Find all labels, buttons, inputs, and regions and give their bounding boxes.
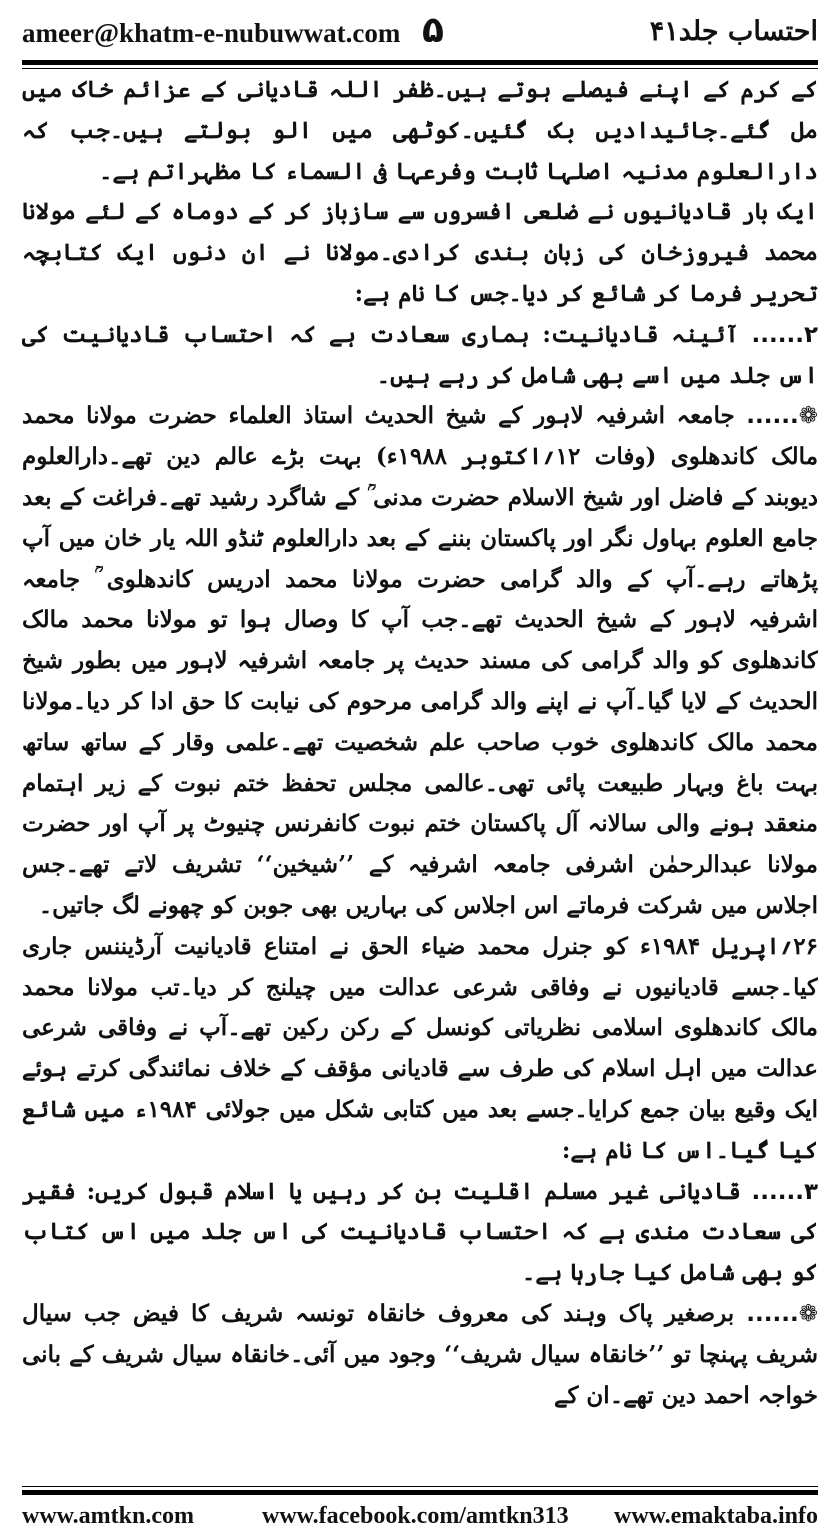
item-marker-3: ۳......: [751, 1178, 818, 1205]
flower-marker: ❁......: [746, 403, 818, 430]
paragraph-4: [22, 396, 818, 926]
page-number: ۵: [422, 10, 444, 51]
flower-marker: ❁......: [746, 1300, 818, 1327]
page-footer: [22, 1503, 818, 1535]
paragraph-6-text: قادیانی غیر مسلم اقلیت بن کر رہیں یا اسلام قبول کریں: فقیر کی سعادت مندی ہے کہ احتساب قادیانیت کی اس جلد میں اس کتاب کو بھی شامل کیا جارہا ہے۔: [22, 1177, 818, 1287]
paragraph-6: [22, 1172, 818, 1294]
paragraph-2: ایک بار قادیانیوں نے ضلعی افسروں سے سازباز کر کے دوماہ کے لئے مولانا محمد فیروزخان کی زبان بندی کرادی۔مولانا نے ان دنوں ایک کتابچہ تحریر فرما کر شائع کر دیا۔جس کا نام ہے:: [22, 198, 818, 307]
header-email: ameer@khatm-e-nubuwwat.com: [22, 18, 401, 48]
paragraph-7-text: برصغیر پاک وہند کی معروف خانقاہ تونسہ شریف کا فیض جب سیال شریف پہنچا تو ’’خانقاہ سیال شریف‘‘ وجود میں آئی۔خانقاہ سیال شریف کے بانی خواجہ احمد دین تھے۔ان کے: [22, 1299, 818, 1409]
paragraph-3-text: آئینہ قادیانیت: ہماری سعادت ہے کہ احتساب قادیانیت کی اس جلد میں اسے بھی شامل کر رہے ہیں۔: [22, 320, 818, 389]
book-title: احتساب جلد۴۱: [649, 16, 818, 47]
header-rule-thick: [22, 60, 818, 65]
paragraph-7: [22, 1294, 818, 1416]
header-rule-thin: [22, 68, 818, 69]
footer-link-emaktaba[interactable]: www.emaktaba.info: [613, 1503, 818, 1529]
paragraph-4-text: جامعہ اشرفیہ لاہور کے شیخ الحدیث استاذ العلماء حضرت مولانا محمد مالک کاندھلوی (وفات ۱۲؍اکتوبر ۱۹۸۸ء) بہت بڑے عالم دین تھے۔دارالعلوم دیوبند کے فاضل اور شیخ الاسلام حضرت مدنی ؒ کے شاگرد رشید تھے۔فراغت کے بعد جامع العلوم بہاول نگر اور پاکستان بننے کے بعد دارالعلوم ٹنڈو اللہ یار خان میں آپ پڑھاتے رہے۔آپ کے والد گرامی حضرت مولانا محمد ادریس کاندھلوی ؒ جامعہ اشرفیہ لاہور کے شیخ الحدیث تھے۔جب آپ کا وصال ہوا تو مولانا محمد مالک کاندھلوی کو والد گرامی کی مسند حدیث پر جامعہ اشرفیہ لاہور میں بطور شیخ الحدیث کے لایا گیا۔آپ نے اپنے والد گرامی مرحوم کی نیابت کا حق ادا کر دیا۔مولانا محمد مالک کاندھلوی خوب صاحب علم شخصیت تھے۔علمی وقار کے ساتھ ساتھ بہت باغ وبہار طبیعت پائی تھی۔عالمی مجلس تحفظ ختم نبوت کے زیر اہتمام منعقد ہونے والی سالانہ آل پاکستان ختم نبوت کانفرنس چنیوٹ پر آپ اور حضرت مولانا عبدالرحمٰن اشرفی جامعہ اشرفیہ کے ’’شیخین‘‘ تشریف لاتے تھے۔جس اجلاس میں شرکت فرماتے اس اجلاس کی بہاریں بھی جوبن کو چھونے لگ جاتیں۔: [22, 402, 818, 919]
footer-link-facebook[interactable]: www.facebook.com/amtkn313: [262, 1503, 569, 1529]
footer-link-amtkn[interactable]: www.amtkn.com: [22, 1503, 194, 1529]
body-text: [22, 70, 818, 1470]
item-marker-2: ۲......: [751, 321, 818, 348]
page-header: [22, 10, 818, 60]
paragraph-5: ۲۶؍اپریل ۱۹۸۴ء کو جنرل محمد ضیاء الحق نے امتناع قادیانیت آرڈیننس جاری کیا۔جسے قادیانیوں نے وفاقی شرعی عدالت میں چیلنج کر دیا۔تب مولانا محمد مالک کاندھلوی اسلامی نظریاتی کونسل کے رکن رکین تھے۔آپ نے وفاقی شرعی عدالت میں اہل اسلام کی طرف سے قادیانی مؤقف کے خلاف نمائندگی کرتے ہوئے ایک وقیع بیان جمع کرایا۔جسے بعد میں کتابی شکل میں جولائی ۱۹۸۴ء میں شائع کیا گیا۔اس کا نام ہے:: [22, 932, 818, 1164]
paragraph-3: [22, 315, 818, 397]
paragraph-1: کے کرم کے اپنے فیصلے ہوتے ہیں۔ظفر اللہ قادیانی کے عزائم خاک میں مل گئے۔جائیدادیں بک گئیں۔کوٹھی میں الو بولتے ہیں۔جب کہ دارالعلوم مدنیہ اصلہا ثابت وفرعہا فی السماء کا مظہراتم ہے۔: [22, 76, 818, 185]
footer-rule-thin: [22, 1486, 818, 1487]
footer-rule-thick: [22, 1490, 818, 1495]
